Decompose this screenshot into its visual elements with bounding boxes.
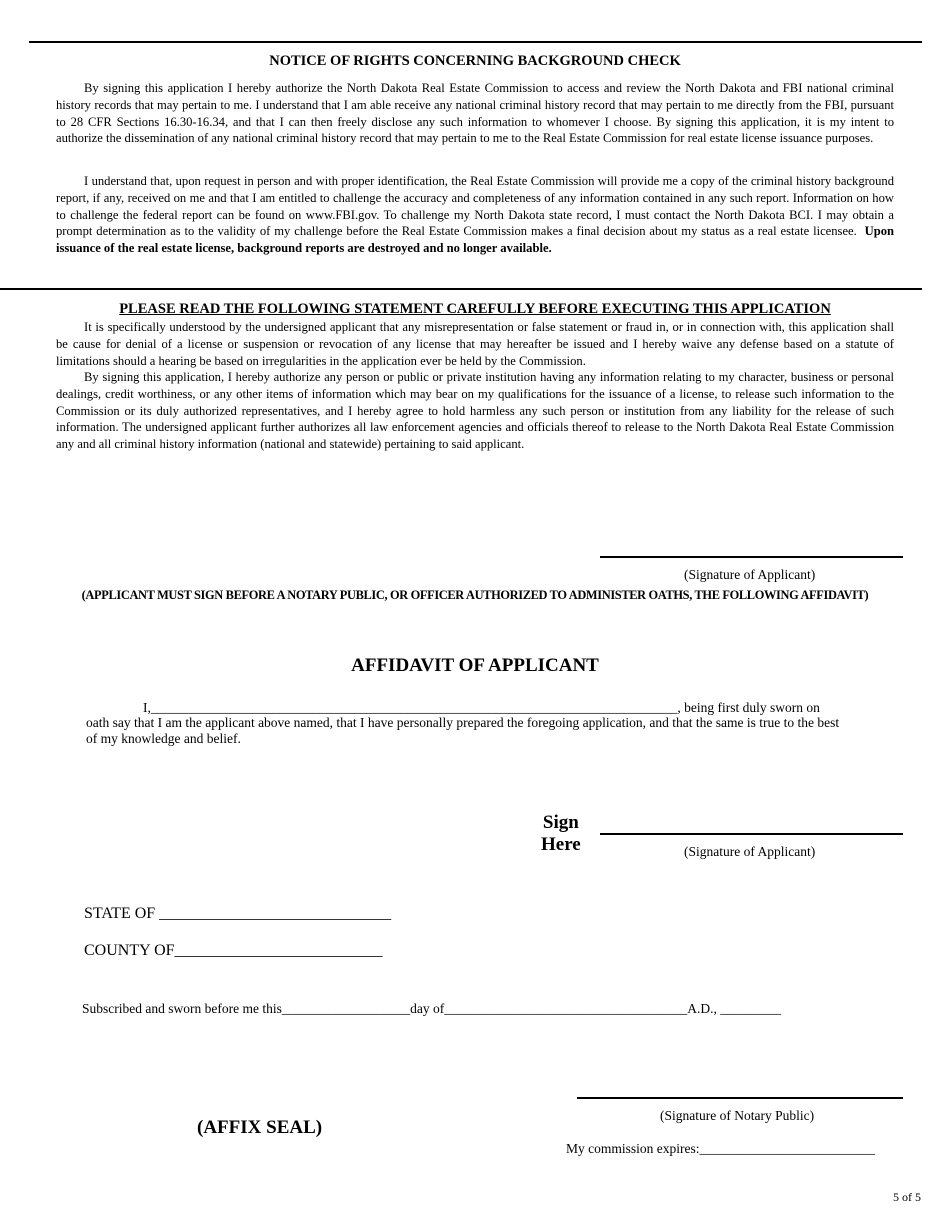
applicant-signature-caption-1: (Signature of Applicant) — [684, 567, 816, 582]
affidavit-i-label: I, — [143, 700, 151, 715]
notary-signature-line[interactable] — [577, 1097, 903, 1099]
statement-title: PLEASE READ THE FOLLOWING STATEMENT CAREFULLY BEFORE EXECUTING THIS APPLICATION — [119, 301, 831, 317]
subscribed-day-blank[interactable]: ___________________ — [281, 1001, 411, 1016]
county-of-label: COUNTY OF — [84, 942, 175, 959]
affidavit-body: oath say that I am the applicant above named, that I have personally prepared the foregoing application, and that the same is true to the best of my knowledge and belief. — [86, 715, 840, 746]
section-rule — [0, 288, 922, 290]
subscribed-text: Subscribed and sworn before me this — [82, 1001, 282, 1016]
here-label: Here — [541, 834, 581, 855]
notice-paragraph-2 — [56, 173, 894, 257]
statement-paragraph-1: It is specifically understood by the undersigned applicant that any misrepresentation or false statement or fraud in, or in connection with, this application shall be cause for denial of a license or suspension or revocation of any license that may hereafter be issued and I hereby waive any defense based on a statute of limitations should a hearing be based on irregularities in the application ever be held by the Commission. — [56, 320, 894, 368]
applicant-signature-line-1[interactable] — [600, 556, 903, 558]
county-of-blank[interactable]: __________________________ — [174, 942, 383, 959]
top-rule — [29, 41, 922, 43]
notice-paragraph-1: By signing this application I hereby authorize the North Dakota Real Estate Commission to access and review the North Dakota and FBI national criminal history records that may pertain to me. I understand that I am able receive any national criminal history record that may pertain to me directly from the FBI, pursuant to 28 CFR Sections 16.30-16.34, and that I can then freely disclose any such information to whomever I choose. By signing this application, it is my intent to authorize the dissemination of any national criminal history record that may pertain to me to the Real Estate Commission for real estate license issuance purposes. — [56, 81, 894, 146]
applicant-signature-line-2[interactable] — [600, 833, 903, 835]
notice-paragraph-2-text: I understand that, upon request in person and with proper identification, the Real Estate Commission will provide me a copy of the criminal history background report, if any, received on me and that I am entitled to challenge the accuracy and completeness of any information contained in any such report. Information on how to challenge the federal report can be found on www.FBI.gov. To challenge my North Dakota state record, I must contact the North Dakota BCI. I may obtain a prompt determination as to the validity of my challenge before the Real Estate Commission makes a final decision about my status as a real estate licensee. — [56, 174, 894, 239]
applicant-signature-caption-2: (Signature of Applicant) — [684, 844, 816, 859]
subscribed-year-blank[interactable]: _________ — [720, 1001, 781, 1016]
notary-signature-caption: (Signature of Notary Public) — [660, 1108, 815, 1123]
page-number: 5 of 5 — [893, 1190, 921, 1204]
notary-instruction: (APPLICANT MUST SIGN BEFORE A NOTARY PUBLIC, OR OFFICER AUTHORIZED TO ADMINISTER OATHS, THE FOLLOWING AFFIDAVIT) — [81, 588, 869, 602]
sign-label: Sign — [542, 812, 579, 833]
day-of-text: day of — [410, 1001, 445, 1016]
sign-here-label — [541, 812, 581, 856]
notice-paragraph-2-bold: Upon issuance of the real estate license, background reports are destroyed and no longer available. — [56, 224, 895, 256]
commission-expires-field — [566, 1141, 875, 1157]
commission-expires-label: My commission expires: — [566, 1141, 700, 1156]
affidavit-title: AFFIDAVIT OF APPLICANT — [351, 655, 599, 676]
state-of-label: STATE OF — [84, 905, 156, 922]
notice-title: NOTICE OF RIGHTS CONCERNING BACKGROUND CHECK — [269, 53, 681, 69]
affix-seal-label: (AFFIX SEAL) — [197, 1117, 323, 1138]
subscribed-month-blank[interactable]: ____________________________________ — [444, 1001, 688, 1016]
state-of-blank[interactable]: _____________________________ — [159, 905, 392, 922]
affidavit-first-line — [143, 700, 820, 716]
ad-text: A.D., — [687, 1001, 717, 1016]
commission-expires-blank[interactable]: __________________________ — [699, 1141, 875, 1156]
affidavit-sworn-text: , being first duly sworn on — [677, 700, 820, 715]
county-of-field — [84, 942, 383, 960]
statement-paragraph-2: By signing this application, I hereby authorize any person or public or private institution having any information relating to my character, business or personal dealings, credit worthiness, or any other items of information which may bear on my qualifications for the issuance of a license, to release such information to the Commission or its duly authorized representatives, and I hereby agree to hold harmless any such person or institution from any liability for the release of such information. The undersigned applicant further authorizes all law enforcement agencies and officials thereof to release to the North Dakota Real Estate Commission any and all criminal history information (national and statewide) pertaining to said applicant. — [56, 370, 894, 452]
subscribed-line — [82, 1001, 781, 1017]
state-of-field — [84, 905, 391, 923]
affidavit-name-blank[interactable]: ______________________________________________________________________________ — [150, 700, 678, 715]
